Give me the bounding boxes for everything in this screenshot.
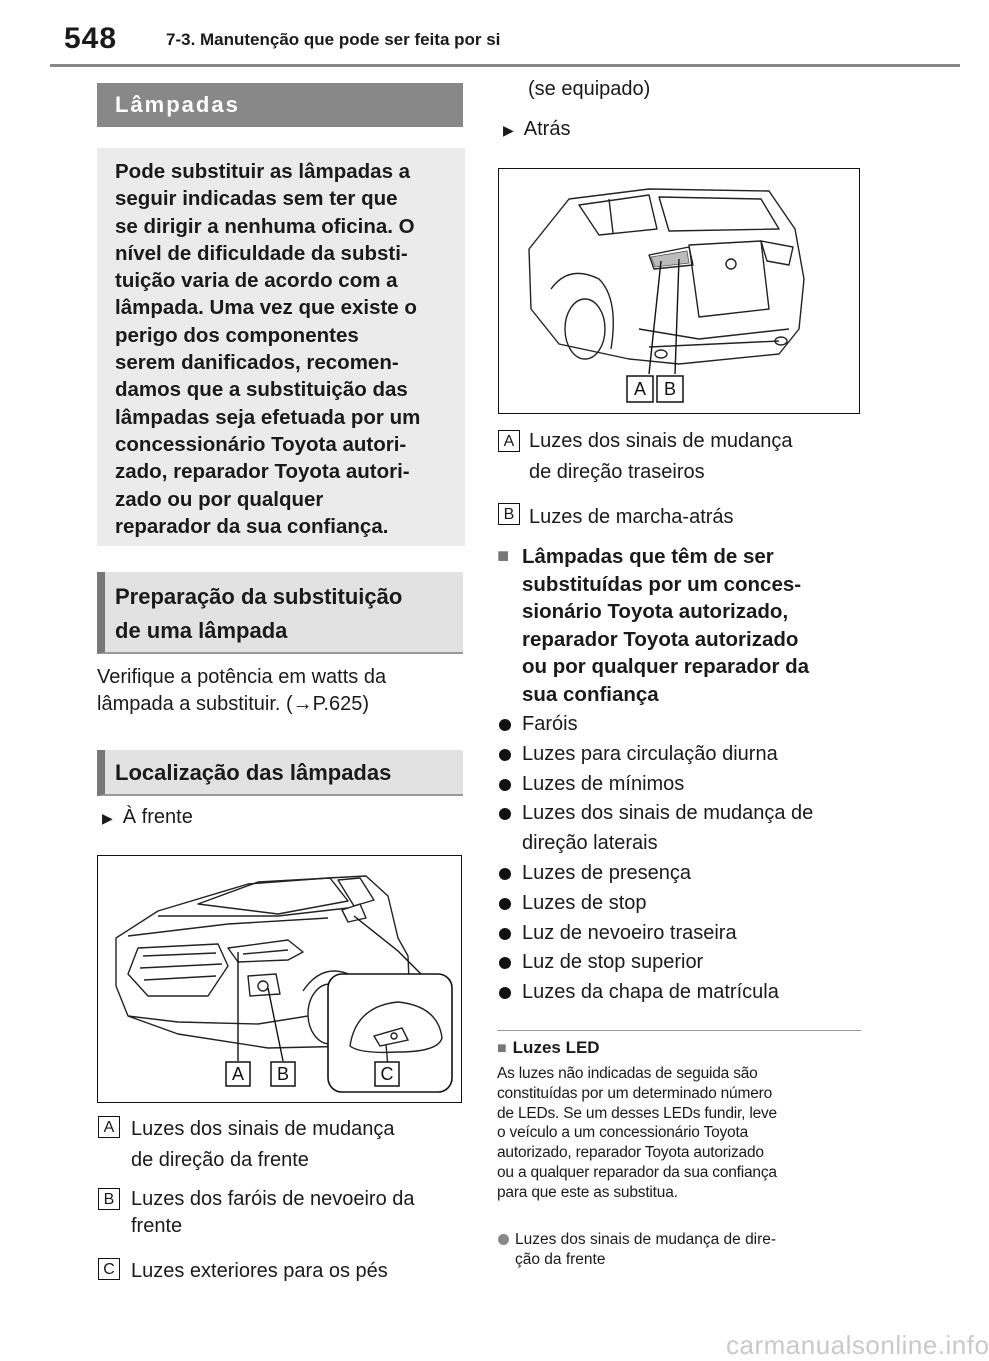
- intro-line: tuição varia de acordo com a: [115, 269, 398, 293]
- list-item: Luzes da chapa de matrícula: [497, 978, 867, 1008]
- triangle-right-icon: ▶: [102, 810, 113, 826]
- subheading-preparation: [97, 572, 463, 654]
- intro-line: reparador da sua confiança.: [115, 514, 389, 538]
- rear-label: [503, 118, 570, 141]
- rear-car-illustration: [499, 169, 858, 412]
- legend-item-c: [131, 1256, 467, 1287]
- bulb-list: [497, 710, 867, 1008]
- legend-line: Luzes dos sinais de mudança: [529, 430, 793, 452]
- legend-line: de direção da frente: [131, 1149, 309, 1171]
- intro-line: serem danificados, recomen-: [115, 351, 399, 375]
- led-line: constituídas por um determinado número: [497, 1084, 772, 1102]
- led-heading-text: Luzes LED: [512, 1038, 600, 1057]
- heading-line: reparador Toyota autorizado: [522, 627, 799, 651]
- intro-line: damos que a substituição das: [115, 378, 408, 402]
- front-label: [102, 806, 193, 829]
- legend-item-b: [529, 502, 859, 533]
- intro-box: [97, 148, 465, 546]
- legend-item-a: [131, 1114, 467, 1176]
- list-item: Luzes de mínimos: [497, 770, 867, 800]
- legend-line: de direção traseiros: [529, 461, 705, 483]
- watermark: carmanualsonline.info: [726, 1330, 989, 1360]
- list-item: Luzes dos sinais de mudança de direção laterais: [497, 799, 867, 859]
- legend-key-b: B: [98, 1188, 120, 1210]
- legend-line: frente: [131, 1215, 183, 1237]
- legend-key-a: A: [98, 1116, 120, 1138]
- rear-label-text: Atrás: [523, 118, 571, 140]
- list-item: Luz de nevoeiro traseira: [497, 919, 867, 949]
- legend-key-c: C: [98, 1258, 120, 1280]
- rear-figure-key-a: A: [633, 379, 647, 399]
- intro-line: lâmpadas seja efetuada por um: [115, 405, 421, 429]
- front-label-text: À frente: [122, 806, 193, 828]
- heading-line: Lâmpadas que têm de ser: [522, 545, 774, 568]
- led-line: o veículo a um concessionário Toyota: [497, 1124, 748, 1142]
- led-bullet-line: ção da frente: [515, 1250, 606, 1268]
- section-title: Lâmpadas: [97, 83, 463, 127]
- front-figure-key-b: B: [276, 1064, 290, 1084]
- intro-line: se dirigir a nenhuma oficina. O: [115, 214, 415, 238]
- legend-line: Luzes dos faróis de nevoeiro da: [131, 1188, 415, 1210]
- preparation-line: lâmpada a substituir. (→P.625): [97, 693, 370, 715]
- heading-line: ou por qualquer reparador da: [522, 655, 810, 678]
- led-line: As luzes não indicadas de seguida são: [497, 1065, 758, 1082]
- bullet-dot-icon: [498, 1234, 509, 1245]
- heading-line: substituídas por um conces-: [522, 572, 802, 596]
- front-car-figure: [97, 855, 462, 1103]
- triangle-right-icon: ▶: [503, 122, 514, 138]
- led-line: autorizado, reparador Toyota autorizado: [497, 1144, 764, 1162]
- intro-line: perigo dos componentes: [115, 323, 359, 347]
- rear-car-figure: [498, 168, 860, 414]
- dealer-only-heading: [497, 543, 857, 708]
- legend-line: Luzes exteriores para os pés: [131, 1260, 388, 1282]
- legend-item-a: [529, 426, 859, 488]
- front-figure-key-c: C: [380, 1064, 394, 1084]
- section-divider: [497, 1030, 861, 1031]
- page-number: 548: [64, 22, 118, 55]
- intro-line: seguir indicadas sem ter que: [115, 187, 398, 211]
- led-paragraph: [497, 1064, 862, 1203]
- intro-line: concessionário Toyota autori-: [115, 432, 407, 456]
- intro-line: zado ou por qualquer: [115, 487, 324, 511]
- legend-key-b: B: [498, 503, 520, 525]
- intro-line: Pode substituir as lâmpadas a: [115, 160, 411, 183]
- optional-note: (se equipado): [528, 78, 651, 100]
- subheading-location: Localização das lâmpadas: [97, 750, 463, 796]
- heading-line: sionário Toyota autorizado,: [522, 600, 789, 623]
- list-item: Luzes de stop: [497, 889, 867, 919]
- list-item: Luzes de presença: [497, 859, 867, 889]
- led-line: de LEDs. Se um desses LEDs fundir, leve: [497, 1104, 777, 1122]
- led-list-item: [497, 1230, 862, 1270]
- legend-key-a: A: [498, 430, 520, 452]
- front-car-illustration: [98, 856, 460, 1101]
- subheading-line: Preparação da substituição: [115, 584, 403, 609]
- intro-line: nível de dificuldade da substi-: [115, 241, 408, 265]
- square-bullet-icon: ■: [497, 1040, 507, 1057]
- intro-line: lâmpada. Uma vez que existe o: [115, 296, 417, 320]
- led-line: ou a qualquer reparador da sua confiança: [497, 1163, 777, 1181]
- list-item: Luzes para circulação diurna: [497, 740, 867, 770]
- subheading-line: de uma lâmpada: [115, 618, 288, 643]
- preparation-line: Verifique a potência em watts da: [97, 666, 387, 688]
- front-figure-key-a: A: [231, 1064, 245, 1084]
- led-bullet-line: Luzes dos sinais de mudança de dire-: [515, 1231, 777, 1248]
- led-heading: [497, 1038, 600, 1058]
- legend-line: Luzes de marcha-atrás: [529, 506, 734, 528]
- intro-line: zado, reparador Toyota autori-: [115, 460, 410, 484]
- legend-line: Luzes dos sinais de mudança: [131, 1118, 395, 1140]
- list-item: Faróis: [497, 710, 867, 740]
- header-rule: [50, 64, 960, 67]
- chapter-title: 7-3. Manutenção que pode ser feita por si: [166, 30, 501, 49]
- heading-line: sua confiança: [522, 682, 659, 706]
- list-item: Luz de stop superior: [497, 948, 867, 978]
- led-line: para que este as substitua.: [497, 1183, 678, 1201]
- legend-item-b: [131, 1186, 467, 1240]
- preparation-text: [97, 664, 467, 718]
- square-bullet-icon: ■: [497, 545, 510, 567]
- rear-figure-key-b: B: [663, 379, 677, 399]
